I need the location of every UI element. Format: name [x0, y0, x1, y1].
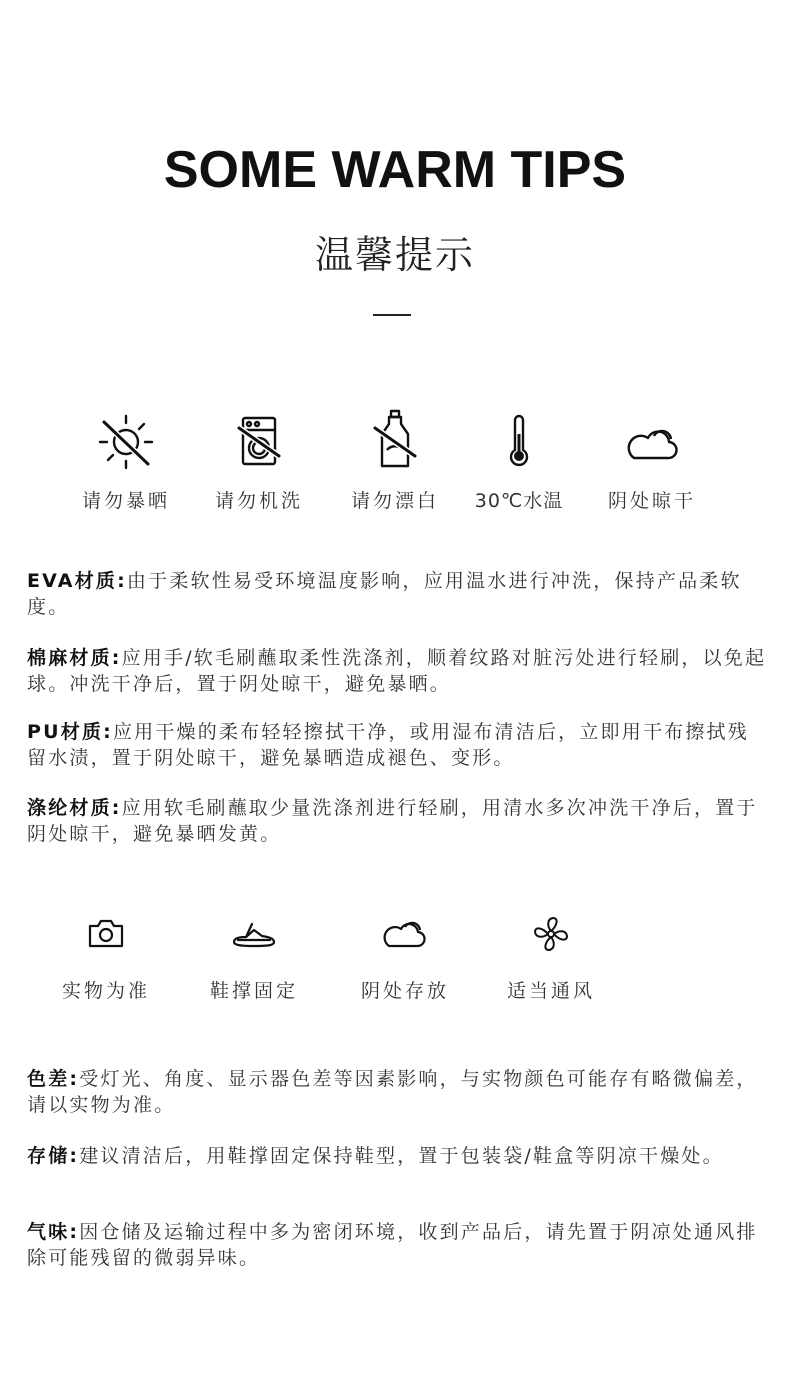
note-label: 色差:: [27, 1068, 80, 1090]
no-sun-icon: [94, 408, 158, 472]
storage-item-actual-product: [46, 912, 166, 1003]
cloud-icon: [620, 408, 684, 472]
note-label: PU材质:: [27, 721, 113, 743]
care-item-water-temp: [459, 408, 579, 513]
camera-icon: [84, 912, 128, 956]
note-text: 应用干燥的柔布轻轻擦拭干净，或用湿布清洁后，立即用干布擦拭残留水渍，置于阴处晾干，避免暴晒造成褪色、变形。: [27, 721, 749, 769]
note-label: 棉麻材质:: [27, 647, 122, 669]
note-text: 因仓储及运输过程中多为密闭环境，收到产品后，请先置于阴凉处通风排除可能残留的微弱异味。: [27, 1221, 758, 1269]
page-subtitle: 温馨提示: [314, 233, 475, 277]
no-bleach-icon: [363, 408, 427, 472]
page-title: SOME WARM TIPS: [163, 141, 627, 199]
no-machine-wash-icon: [227, 408, 291, 472]
care-item-dry-shade: [592, 408, 712, 513]
storage-item-shade-storage: [345, 912, 465, 1003]
storage-label: 适当通风: [506, 980, 595, 1002]
note-text: 建议清洁后，用鞋撑固定保持鞋型，置于包装袋/鞋盒等阴凉干燥处。: [79, 1145, 724, 1167]
care-label: 请勿漂白: [350, 490, 439, 512]
material-note: [27, 719, 767, 771]
material-note: [27, 795, 767, 847]
note-label: EVA材质:: [27, 570, 127, 592]
material-note: [27, 645, 767, 697]
general-note: [27, 1219, 767, 1271]
storage-item-ventilation: [491, 912, 611, 1003]
care-label: 请勿暴晒: [81, 490, 170, 512]
care-label: 阴处晾干: [607, 490, 696, 512]
title-divider: [373, 314, 411, 316]
thermometer-icon: [487, 408, 551, 472]
care-label: 30℃水温: [474, 490, 564, 512]
storage-label: 阴处存放: [360, 980, 449, 1002]
storage-item-shoe-tree: [194, 912, 314, 1003]
cloud-icon: [381, 912, 429, 956]
general-note: [27, 1143, 767, 1169]
general-note: [27, 1066, 767, 1118]
note-label: 涤纶材质:: [27, 797, 122, 819]
fan-icon: [529, 912, 573, 956]
material-note: [27, 568, 767, 620]
care-item-no-machine-wash: [199, 408, 319, 513]
note-text: 应用软毛刷蘸取少量洗涤剂进行轻刷，用清水多次冲洗干净后，置于阴处晾干，避免暴晒发黄。: [27, 797, 758, 845]
note-label: 存储:: [27, 1145, 80, 1167]
care-label: 请勿机洗: [214, 490, 303, 512]
note-text: 由于柔软性易受环境温度影响，应用温水进行冲洗，保持产品柔软度。: [27, 570, 742, 618]
note-text: 应用手/软毛刷蘸取柔性洗涤剂，顺着纹路对脏污处进行轻刷，以免起球。冲洗干净后，置于阴处晾干，避免暴晒。: [27, 647, 767, 695]
note-label: 气味:: [27, 1221, 80, 1243]
care-item-no-bleach: [335, 408, 455, 513]
storage-label: 实物为准: [61, 980, 150, 1002]
care-item-no-sun: [66, 408, 186, 513]
storage-label: 鞋撑固定: [209, 980, 298, 1002]
note-text: 受灯光、角度、显示器色差等因素影响，与实物颜色可能存有略微偏差，请以实物为准。: [27, 1068, 758, 1116]
shoe-tree-icon: [230, 912, 278, 956]
